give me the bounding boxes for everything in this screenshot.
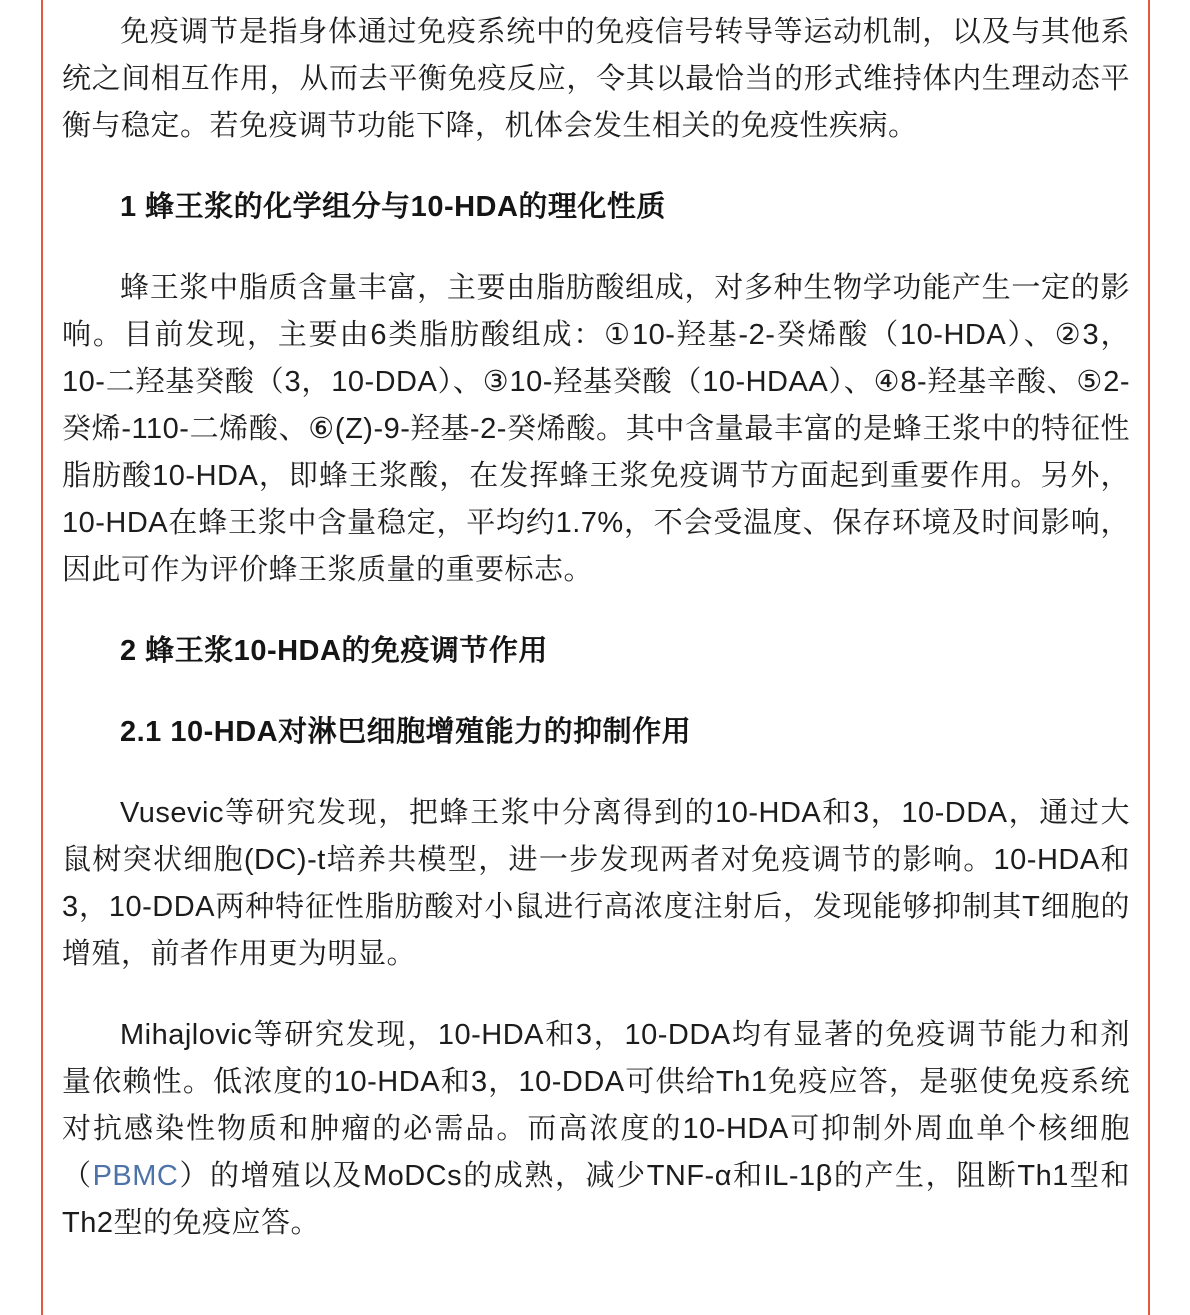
paragraph-vusevic-text: Vusevic等研究发现，把蜂王浆中分离得到的10-HDA和3，10-DDA，通过大鼠树突状细胞(DC)-t培养共模型，进一步发现两者对免疫调节的影响。10-HDA和3，10-DDA两种特征性脂肪酸对小鼠进行高浓度注射后，发现能够抑制其T细胞的增殖，前者作用更为明显。 xyxy=(62,797,1130,970)
paragraph-vusevic xyxy=(62,790,1130,978)
pbmc-link[interactable]: PBMC xyxy=(92,1160,179,1192)
paragraph-mihajlovic xyxy=(62,1012,1130,1247)
paragraph-section-1: 蜂王浆中脂质含量丰富，主要由脂肪酸组成，对多种生物学功能产生一定的影响。目前发现，主要由6类脂肪酸组成：①10-羟基-2-癸烯酸（10-HDA）、②3，10-二羟基癸酸（3，10-DDA）、③10-羟基癸酸（10-HDAA）、④8-羟基辛酸、⑤2-癸烯-110-二烯酸、⑥(Z)-9-羟基-2-癸烯酸。其中含量最丰富的是蜂王浆中的特征性脂肪酸10-HDA，即蜂王浆酸，在发挥蜂王浆免疫调节方面起到重要作用。另外，10-HDA在蜂王浆中含量稳定，平均约1.7%，不会受温度、保存环境及时间影响，因此可作为评价蜂王浆质量的重要标志。 xyxy=(62,272,1130,586)
paragraph-mihajlovic-after-link: ）的增殖以及MoDCs的成熟，减少TNF-α和IL-1β的产生，阻断Th1型和Th2型的免疫应答。 xyxy=(62,1160,1130,1239)
paragraph-mihajlovic-before-link: Mihajlovic等研究发现，10-HDA和3，10-DDA均有显著的免疫调节能力和剂量依赖性。低浓度的10-HDA和3，10-DDA可供给Th1免疫应答，是驱使免疫系统对抗感染性物质和肿瘤的必需品。而高浓度的10-HDA可抑制外周血单个核细胞（ xyxy=(62,1019,1130,1192)
article-body xyxy=(62,9,1130,1247)
section-1-heading: 1 蜂王浆的化学组分与10-HDA的理化性质 xyxy=(120,191,666,223)
section-2-1-heading: 2.1 10-HDA对淋巴细胞增殖能力的抑制作用 xyxy=(120,716,692,748)
paragraph-intro: 免疫调节是指身体通过免疫系统中的免疫信号转导等运动机制，以及与其他系统之间相互作用，从而去平衡免疫反应，令其以最恰当的形式维持体内生理动态平衡与稳定。若免疫调节功能下降，机体会发生相关的免疫性疾病。 xyxy=(62,16,1130,142)
section-2-heading: 2 蜂王浆10-HDA的免疫调节作用 xyxy=(120,635,548,667)
article-frame xyxy=(41,0,1150,1315)
